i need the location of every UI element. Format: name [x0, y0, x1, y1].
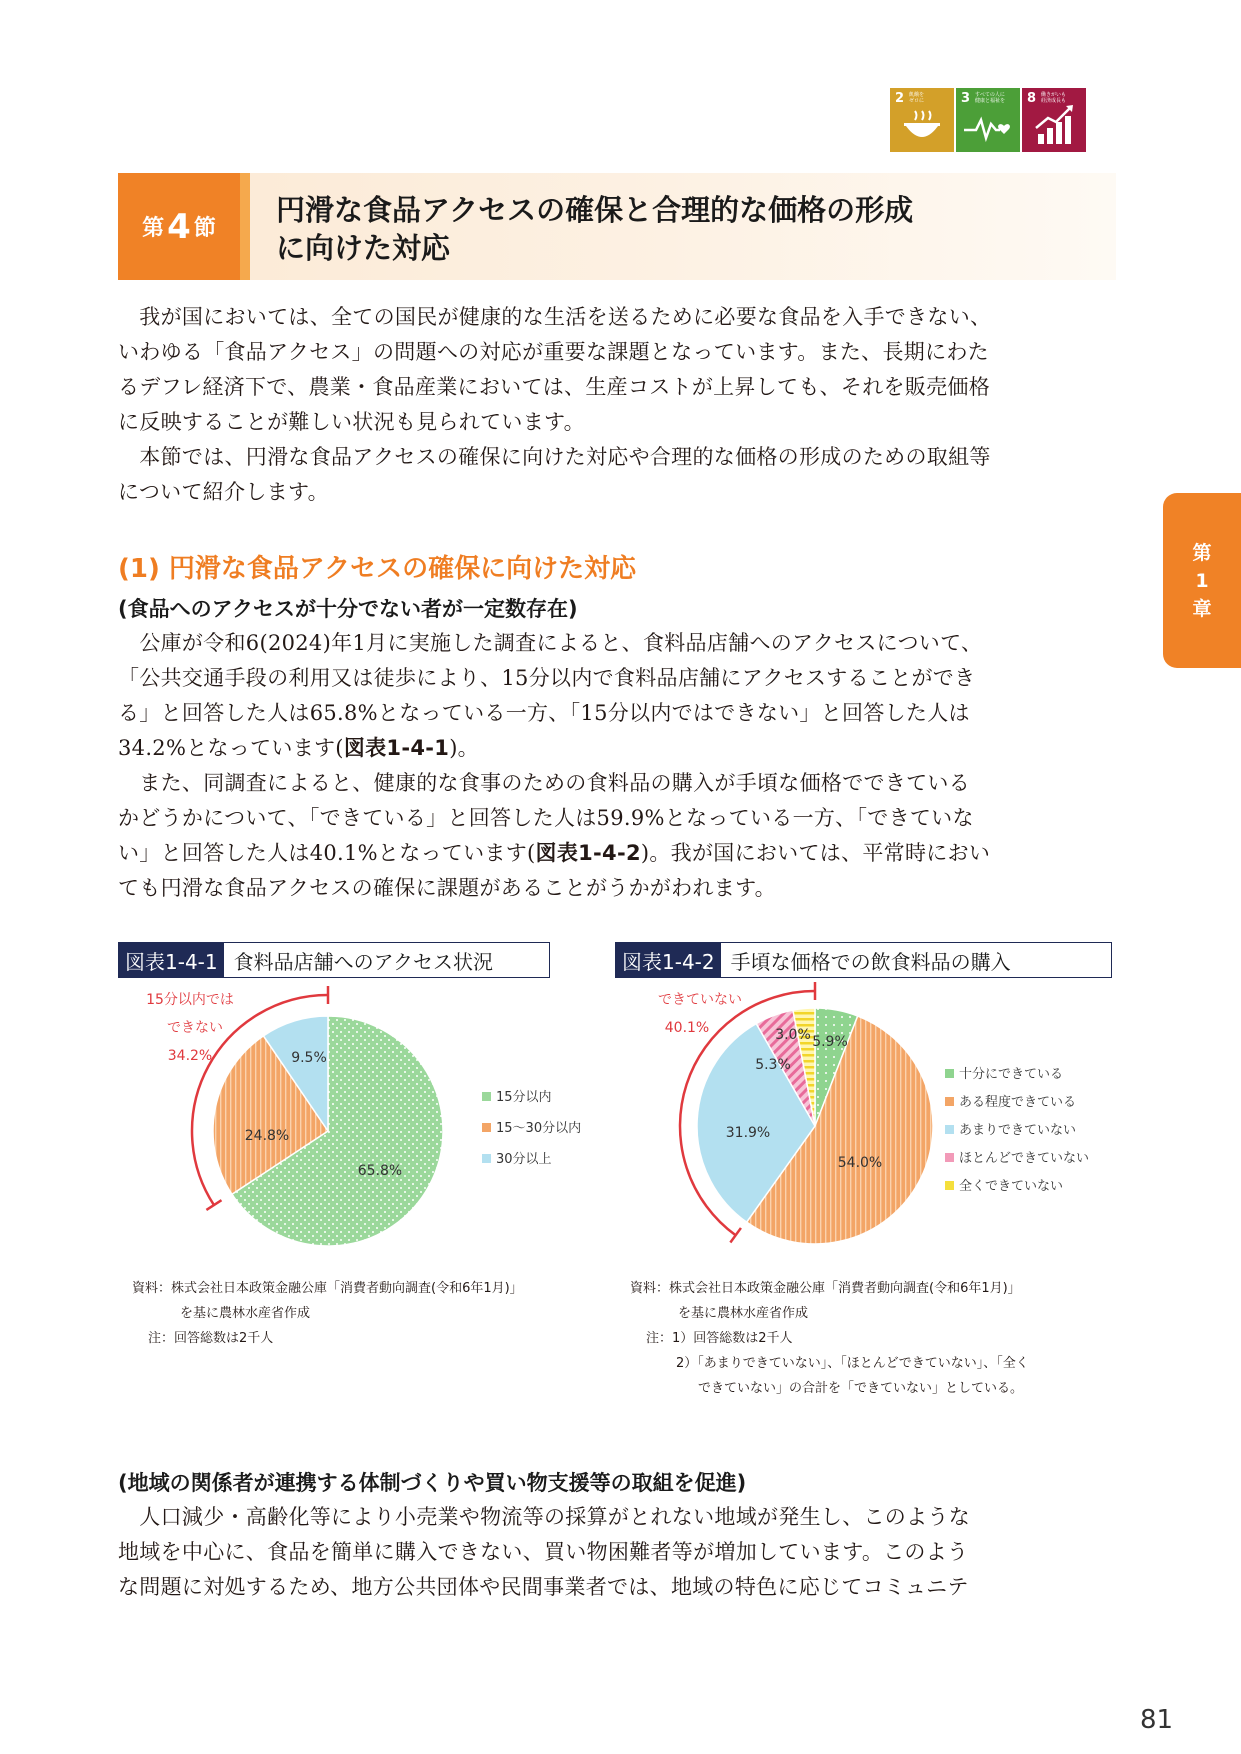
section-accent-bar: [240, 173, 250, 280]
topic-heading: (地域の関係者が連携する体制づくりや買い物支援等の取組を促進): [118, 1471, 747, 1495]
text-span: )。: [449, 736, 479, 760]
chart1-bracket-label: できない: [167, 1020, 223, 1036]
sdg-text: すべての人に 健康と福祉を: [975, 92, 1006, 104]
text-line: に反映することが難しい状況も見られています。: [118, 410, 585, 434]
page-number: 81: [1140, 1705, 1174, 1735]
text-line: 本節では、円滑な食品アクセスの確保に向けた対応や合理的な価格の形成のための取組等: [118, 445, 991, 469]
chart1-bracket-label: 34.2%: [167, 1048, 213, 1064]
sdg-icon-8: [1022, 88, 1086, 152]
note-line: を基に農林水産省作成: [678, 1306, 809, 1321]
section-prefix: 第: [142, 216, 165, 241]
chart2-data-label: 31.9%: [725, 1125, 771, 1141]
heartbeat-icon: [956, 88, 1020, 152]
note-line: を基に農林水産省作成: [180, 1306, 311, 1321]
text-span: 34.2%となっています(: [118, 736, 344, 760]
figure-label: 図表1-4-1: [119, 943, 224, 977]
chart2-legend-label: ほとんどできていない: [959, 1151, 1090, 1166]
text-line: [118, 731, 1098, 766]
sdg-text: 飢餓を ゼロに: [909, 92, 925, 104]
chart1-data-label: 65.8%: [357, 1163, 403, 1179]
sdg-number: 2: [895, 91, 905, 106]
chart2-legend-label: 十分にできている: [959, 1067, 1064, 1082]
figure-label: 図表1-4-2: [616, 943, 721, 977]
bowl-icon: [890, 88, 954, 152]
chapter-tab-text: 章: [1192, 597, 1212, 620]
sdg-text: 働きがいも 経済成長も: [1041, 92, 1067, 104]
text-line: 我が国においては、全ての国民が健康的な生活を送るために必要な食品を入手できない、: [118, 305, 992, 329]
section-title-line: に向けた対応: [276, 231, 451, 265]
chart1-bracket-tick: [206, 1200, 221, 1210]
chart2-bracket-label: できていない: [658, 992, 742, 1008]
chart2-legend-swatch: [945, 1153, 954, 1162]
chart2-data-label: 5.3%: [755, 1057, 791, 1073]
chart2-legend-swatch: [945, 1181, 954, 1190]
chart2-data-label: 3.0%: [775, 1027, 811, 1043]
chart2-data-label: 54.0%: [837, 1155, 883, 1171]
chart2-bracket-tick: [730, 1228, 741, 1243]
note-line: 資料：株式会社日本政策金融公庫「消費者動向調査(令和6年1月)」: [132, 1281, 523, 1296]
section-title-line: 円滑な食品アクセスの確保と合理的な価格の形成: [276, 193, 914, 227]
figure-title: 手頃な価格での飲食料品の購入: [730, 949, 1011, 974]
chart2-legend-label: 全くできていない: [959, 1179, 1064, 1194]
text-line: いわゆる「食品アクセス」の問題への対応が重要な課題となっています。また、長期にわた: [118, 340, 989, 364]
section-title: [276, 191, 913, 267]
intro-paragraph: [118, 300, 1098, 510]
text-line: 「公共交通手段の利用又は徒歩により、15分以内で食料品店舗にアクセスすることができ: [118, 666, 976, 690]
growth-chart-icon: [1022, 88, 1086, 152]
text-line: 公庫が令和6(2024)年1月に実施した調査によると、食料品店舗へのアクセスについて、: [118, 631, 983, 655]
section-number-badge: [118, 173, 240, 280]
chart2-legend-swatch: [945, 1069, 954, 1078]
note-line: 2）「あまりできていない」、「ほとんどできていない」、「全く: [676, 1356, 1029, 1371]
pie-chart-2: [615, 982, 1135, 1272]
body-paragraph: [118, 626, 1098, 906]
chart2-legend-swatch: [945, 1097, 954, 1106]
body-paragraph: [118, 1500, 1098, 1605]
figure-1-header: [118, 942, 550, 978]
chapter-tab[interactable]: [1163, 493, 1241, 668]
section-number: 4: [167, 206, 191, 247]
text-line: [118, 836, 1098, 871]
text-line: る」と回答した人は65.8%となっている一方、「15分以内ではできない」と回答した人は: [118, 701, 970, 725]
chart2-bracket-label: 40.1%: [664, 1020, 710, 1036]
chart1-bracket-label: 15分以内では: [146, 992, 234, 1008]
topic-heading: (食品へのアクセスが十分でない者が一定数存在): [118, 597, 578, 621]
chart1-data-label: 9.5%: [291, 1050, 327, 1066]
text-line: かどうかについて、「できている」と回答した人は59.9%となっている一方、「できていな: [118, 806, 974, 830]
chart2-legend-label: あまりできていない: [959, 1123, 1077, 1138]
text-line: また、同調査によると、健康的な食事のための食料品の購入が手頃な価格でできている: [118, 771, 970, 795]
note-line: 資料：株式会社日本政策金融公庫「消費者動向調査(令和6年1月)」: [630, 1281, 1021, 1296]
text-line: 人口減少・高齢化等により小売業や物流等の採算がとれない地域が発生し、このような: [118, 1505, 970, 1529]
chart1-legend-swatch: [482, 1092, 491, 1101]
figure-2-notes: [630, 1276, 1029, 1401]
sdg-number: 8: [1027, 91, 1037, 106]
text-line: るデフレ経済下で、農業・食品産業においては、生産コストが上昇しても、それを販売価格: [118, 375, 991, 399]
chart2-legend-label: ある程度できている: [959, 1095, 1077, 1110]
figure-2-header: [615, 942, 1112, 978]
text-line: ても円滑な食品アクセスの確保に課題があることがうかがわれます。: [118, 876, 776, 900]
text-line: について紹介します。: [118, 480, 329, 504]
chart1-legend-swatch: [482, 1154, 491, 1163]
note-line: 注：1）回答総数は2千人: [646, 1331, 793, 1346]
text-line: な問題に対処するため、地方公共団体や民間事業者では、地域の特色に応じてコミュニテ: [118, 1575, 969, 1599]
text-span: )。我が国においては、平常時におい: [640, 841, 991, 865]
figure-1-notes: [132, 1276, 523, 1351]
chart1-legend-label: 15〜30分以内: [496, 1121, 582, 1136]
chart1-data-label: 24.8%: [244, 1128, 290, 1144]
sdg-icon-3: [956, 88, 1020, 152]
chapter-tab-text: 第: [1192, 541, 1212, 564]
chart2-legend-swatch: [945, 1125, 954, 1134]
figure-reference-link[interactable]: 図表1-4-2: [535, 841, 641, 865]
chart1-legend-label: 30分以上: [496, 1152, 552, 1167]
note-line: 注：回答総数は2千人: [148, 1331, 274, 1346]
chart2-data-label: 5.9%: [812, 1034, 848, 1050]
chart1-legend-swatch: [482, 1123, 491, 1132]
text-line: 地域を中心に、食品を簡単に購入できない、買い物困難者等が増加しています。このよう: [118, 1540, 969, 1564]
subsection-heading: (1) 円滑な食品アクセスの確保に向けた対応: [118, 554, 637, 584]
sdg-number: 3: [961, 91, 971, 106]
chart1-legend-label: 15分以内: [496, 1090, 552, 1105]
pie-chart-1: [115, 982, 615, 1272]
sdg-icon-2: [890, 88, 954, 152]
section-header: [118, 173, 1116, 280]
chapter-tab-text: 1: [1195, 569, 1209, 592]
section-suffix: 節: [193, 216, 216, 241]
note-line: できていない」の合計を「できていない」としている。: [698, 1381, 1024, 1396]
figure-reference-link[interactable]: 図表1-4-1: [343, 736, 450, 760]
text-span: い」と回答した人は40.1%となっています(: [118, 841, 536, 865]
figure-title: 食料品店舗へのアクセス状況: [233, 949, 494, 974]
